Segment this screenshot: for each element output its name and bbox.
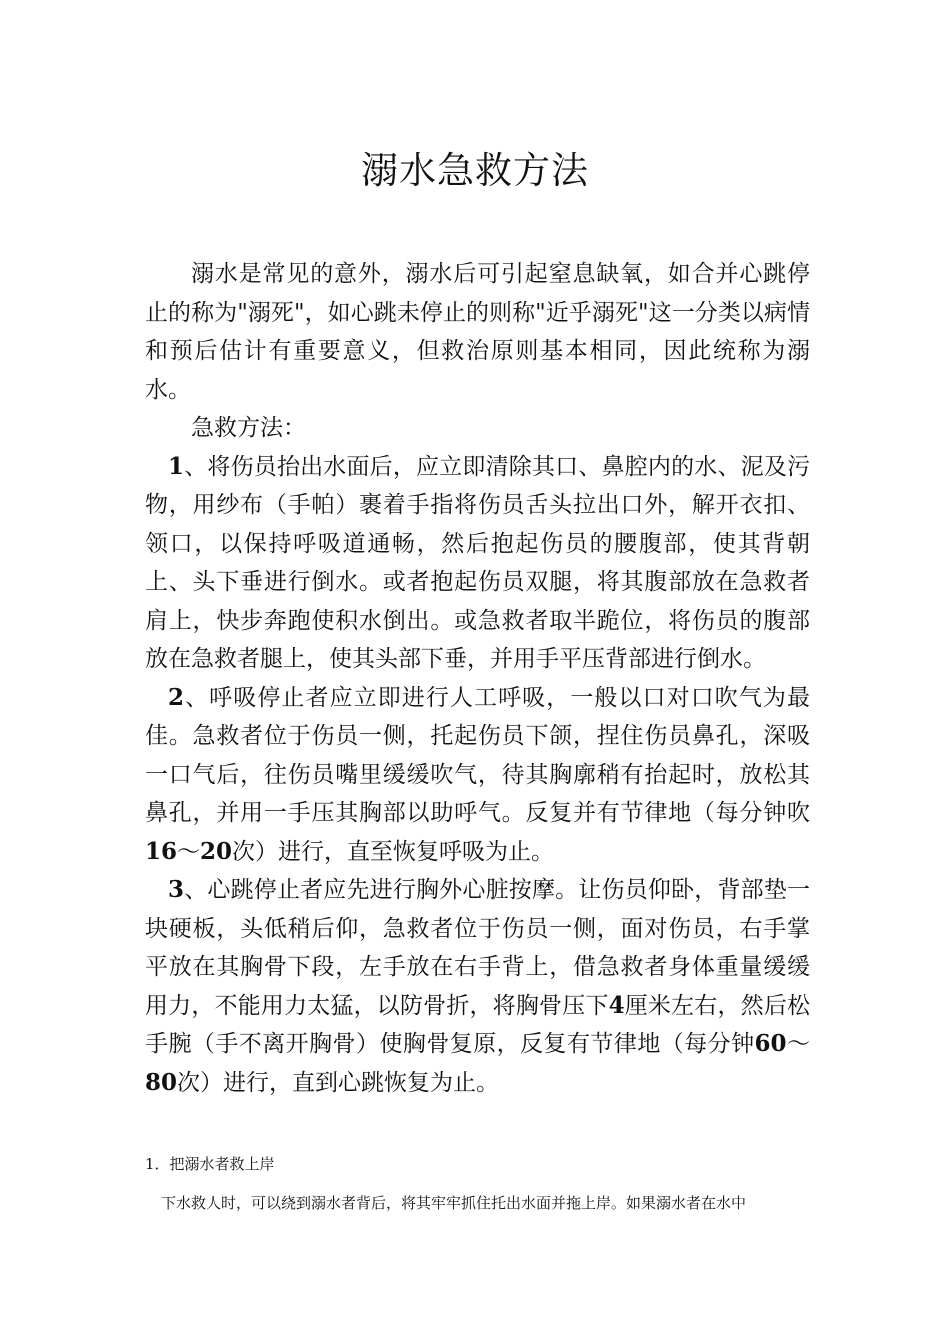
rate-separator: ～ — [177, 838, 201, 865]
item-text-end: 次）进行，直至恢复呼吸为止。 — [232, 838, 555, 865]
document-title: 溺水急救方法 — [361, 149, 589, 192]
method-item-1 — [145, 448, 810, 679]
method-item-2 — [145, 679, 810, 872]
document-body — [145, 255, 810, 1102]
footnote-text: 下水救人时，可以绕到溺水者背后，将其牢牢抓住托出水面并拖上岸。如果溺水者在水中 — [161, 1194, 747, 1212]
item-number: 1 — [168, 452, 185, 480]
intro-paragraph: 溺水是常见的意外，溺水后可引起窒息缺氧，如合并心跳停止的称为"溺死"，如心跳未停止的则称"近乎溺死"这一分类以病情和预后估计有重要意义，但救治原则基本相同，因此统称为溺水。 — [145, 261, 810, 403]
item-number: 2 — [168, 683, 185, 711]
rate-high: 80 — [145, 1068, 178, 1096]
item-text-end: 次）进行，直到心跳恢复为止。 — [177, 1069, 500, 1096]
item-number: 3 — [168, 876, 185, 903]
rate-separator: ～ — [786, 1031, 811, 1057]
footnote-heading: 1．把溺水者救上岸 — [145, 1155, 275, 1173]
rate-high: 20 — [200, 837, 233, 865]
item-text: 、呼吸停止者应立即进行人工呼吸，一般以口对口吹气为最佳。急救者位于伤员一侧，托起伤员下颌，捏住伤员鼻孔，深吸一口气后，往伤员嘴里缓缓吹气，待其胸廓稍有抬起时，放松其鼻孔，并用一手压其胸部以助呼气。反复并有节律地（每分钟吹 — [145, 684, 810, 826]
rate-low: 60 — [754, 1030, 787, 1057]
rate-low: 16 — [145, 837, 178, 865]
item-text: 、心跳停止者应先进行胸外心脏按摩。让伤员仰卧，背部垫一块硬板，头低稍后仰，急救者位于伤员一侧，面对伤员，右手掌平放在其胸骨下段，左手放在右手背上，借急救者身体重量缓缓用力，不能用力太猛，以防骨折，将胸骨压下 — [145, 877, 810, 1019]
footnote-section — [145, 1153, 810, 1214]
methods-heading: 急救方法： — [191, 415, 306, 441]
method-item-3 — [145, 871, 810, 1102]
compression-depth: 4 — [608, 991, 625, 1019]
item-text-middle: 厘米左右，然后松手腕（手不离开胸骨）使胸骨复原，反复有节律地（每分钟 — [145, 992, 811, 1057]
item-text: 、将伤员抬出水面后，应立即清除其口、鼻腔内的水、泥及污物，用纱布（手帕）裹着手指将伤员舌头拉出口外，解开衣扣、领口，以保持呼吸道通畅，然后抱起伤员的腰腹部，使其背朝上、头下垂进行倒水。或者抱起伤员双腿，将其腹部放在急救者肩上，快步奔跑使积水倒出。或急救者取半跪位，将伤员的腹部放在急救者腿上，使其头部下垂，并用手平压背部进行倒水。 — [145, 453, 810, 672]
